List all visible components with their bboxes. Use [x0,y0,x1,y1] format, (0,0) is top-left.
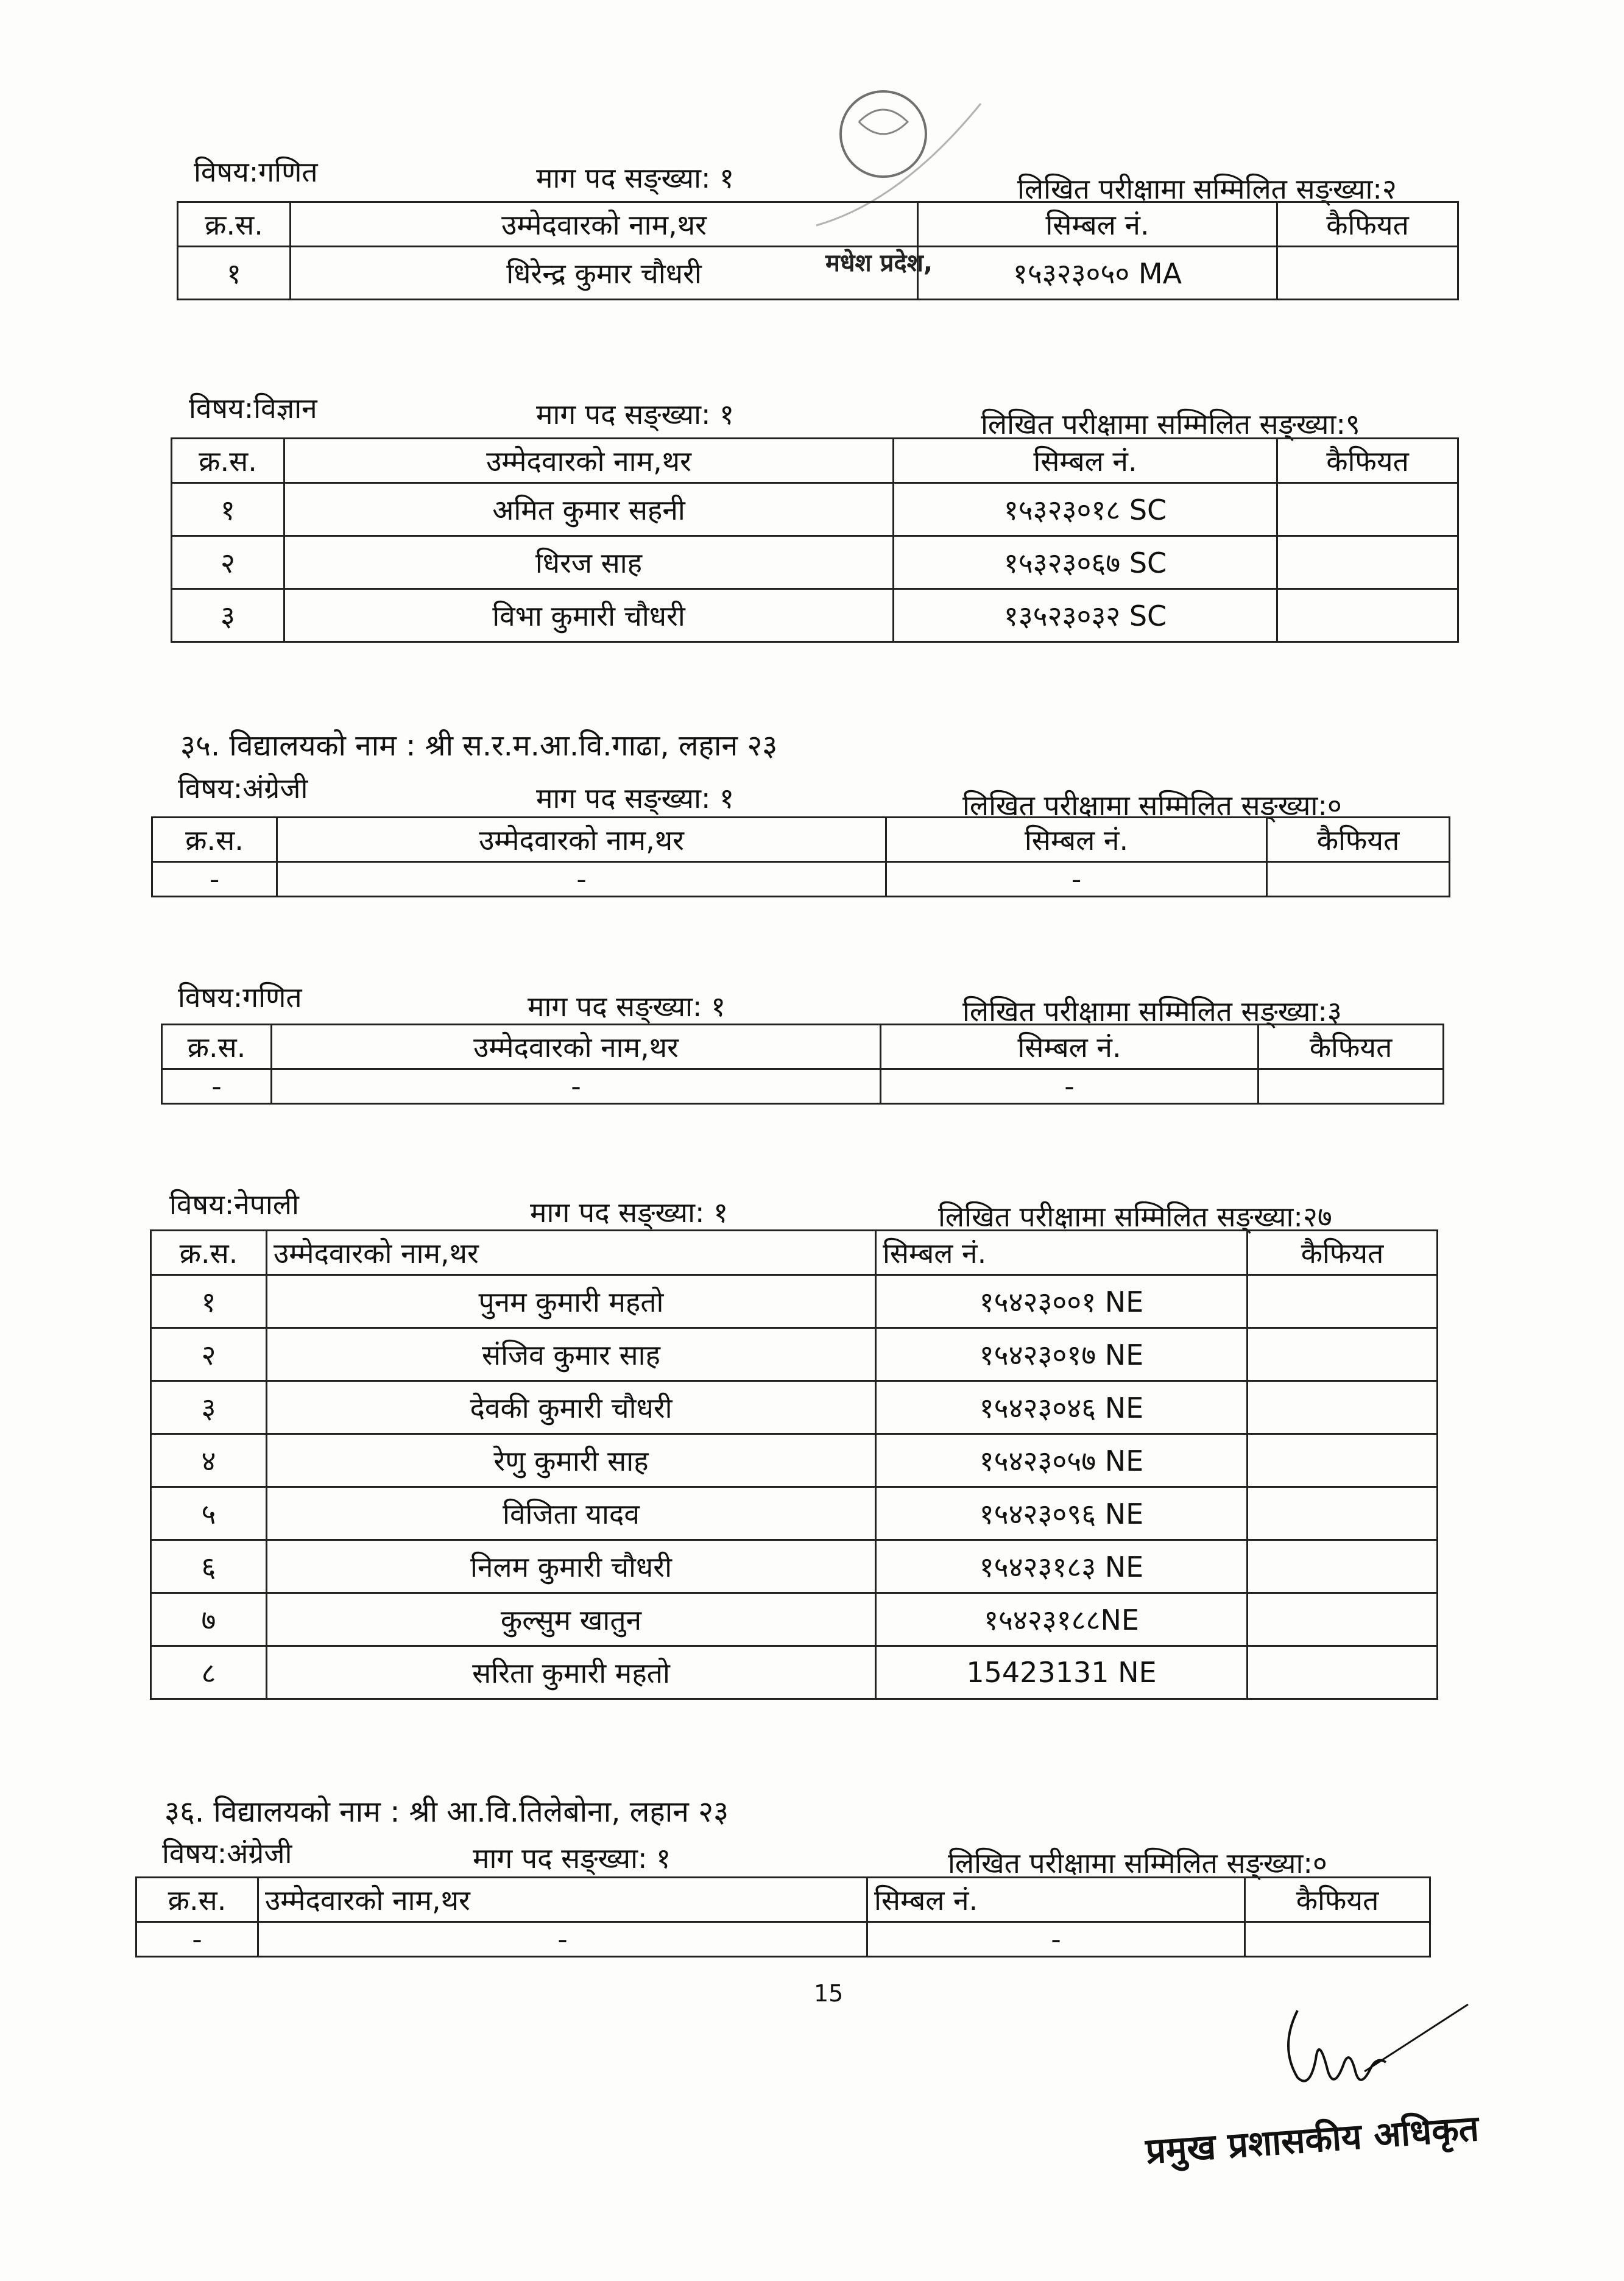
cell-sn: २ [172,536,284,589]
cell-remark [1277,247,1458,300]
cell-sn: १ [151,1275,267,1328]
table-row [151,1487,1438,1540]
table-row [151,1328,1438,1381]
cell-symbol: १५४२३०९६ NE [876,1487,1248,1540]
cell-symbol: १५४२३०४६ NE [876,1381,1248,1434]
cell-name: - [272,1069,881,1104]
demand-count: माग पद सङ्ख्या: १ [536,782,735,815]
cell-remark [1248,1646,1438,1699]
table-row [151,1540,1438,1593]
table-row [151,1275,1438,1328]
table-header-row [151,1231,1438,1275]
result-table [177,201,1459,300]
header-symbol: सिम्बल नं. [876,1231,1248,1275]
stamp-text-province: मधेश प्रदेश, [825,249,933,277]
cell-symbol: १५३२३०५० MA [918,247,1277,300]
table-row [162,1069,1444,1104]
header-symbol: सिम्बल नं. [867,1878,1245,1922]
table-header-row [152,818,1450,862]
cell-sn: - [136,1922,258,1957]
table-row [178,247,1458,300]
header-name: उम्मेदवारको नाम,थर [277,818,886,862]
cell-symbol: १५३२३०६७ SC [894,536,1277,589]
header-remark: कैफियत [1245,1878,1430,1922]
cell-remark [1277,589,1458,642]
subject-label: विषय:गणित [178,981,302,1014]
header-sn: क्र.स. [172,439,284,483]
cell-sn: ३ [172,589,284,642]
page-number: 15 [814,1980,844,2007]
cell-sn: ८ [151,1646,267,1699]
table-row [151,1381,1438,1434]
written-count: लिखित परीक्षामा सम्मिलित सङ्ख्या:३ [962,995,1342,1028]
table-header-row [178,202,1458,247]
cell-name: धिरज साह [284,536,894,589]
header-name: उम्मेदवारको नाम,थर [284,439,894,483]
table-header-row [172,439,1458,483]
cell-remark [1248,1487,1438,1540]
school-heading: ३५. विद्यालयको नाम : श्री स.र.म.आ.वि.गाढा, लहान २३ [180,729,778,763]
cell-remark [1248,1434,1438,1487]
subject-label: विषय:विज्ञान [189,392,317,425]
written-count: लिखित परीक्षामा सम्मिलित सङ्ख्या:२ [1017,172,1397,205]
cell-name: धिरेन्द्र कुमार चौधरी [291,247,918,300]
cell-name: रेणु कुमारी साह [267,1434,876,1487]
cell-remark [1277,483,1458,536]
cell-sn: १ [178,247,291,300]
header-symbol: सिम्बल नं. [881,1025,1259,1069]
table-row [172,483,1458,536]
cell-symbol: - [867,1922,1245,1957]
header-remark: कैफियत [1259,1025,1444,1069]
result-table [171,437,1459,643]
header-sn: क्र.स. [151,1231,267,1275]
table-row [172,536,1458,589]
cell-symbol: १५४२३०५७ NE [876,1434,1248,1487]
table-row [151,1593,1438,1646]
header-name: उम्मेदवारको नाम,थर [272,1025,881,1069]
written-count: लिखित परीक्षामा सम्मिलित सङ्ख्या:९ [981,408,1360,440]
cell-remark [1267,862,1450,897]
demand-count: माग पद सङ्ख्या: १ [473,1842,671,1875]
signature-title: प्रमुख प्रशासकीय अधिकृत [1144,2107,1480,2173]
demand-count: माग पद सङ्ख्या: १ [536,161,735,194]
cell-symbol: १५४२३१८८NE [876,1593,1248,1646]
cell-symbol: १५४२३१८३ NE [876,1540,1248,1593]
header-symbol: सिम्बल नं. [894,439,1277,483]
table-header-row [162,1025,1444,1069]
table-header-row [136,1878,1430,1922]
header-name: उम्मेदवारको नाम,थर [258,1878,867,1922]
cell-sn: १ [172,483,284,536]
header-remark: कैफियत [1277,439,1458,483]
cell-name: - [258,1922,867,1957]
result-table [150,1229,1438,1700]
demand-count: माग पद सङ्ख्या: १ [528,990,726,1023]
cell-remark [1259,1069,1444,1104]
cell-remark [1248,1275,1438,1328]
cell-symbol: 15423131 NE [876,1646,1248,1699]
written-count: लिखित परीक्षामा सम्मिलित सङ्ख्या:२७ [938,1200,1332,1233]
header-sn: क्र.स. [162,1025,272,1069]
header-symbol: सिम्बल नं. [918,202,1277,247]
subject-label: विषय:नेपाली [169,1188,299,1221]
header-remark: कैफियत [1248,1231,1438,1275]
cell-remark [1248,1328,1438,1381]
cell-name: पुनम कुमारी महतो [267,1275,876,1328]
cell-symbol: - [886,862,1267,897]
table-row [136,1922,1430,1957]
subject-label: विषय:अंग्रेजी [178,772,308,805]
header-remark: कैफियत [1267,818,1450,862]
cell-sn: - [152,862,277,897]
cell-symbol: १५३२३०१८ SC [894,483,1277,536]
header-symbol: सिम्बल नं. [886,818,1267,862]
header-name: उम्मेदवारको नाम,थर [291,202,918,247]
handwritten-signature [1273,1998,1474,2096]
cell-remark [1245,1922,1430,1957]
cell-name: - [277,862,886,897]
cell-name: देवकी कुमारी चौधरी [267,1381,876,1434]
header-sn: क्र.स. [136,1878,258,1922]
cell-symbol: १५४२३०१७ NE [876,1328,1248,1381]
cell-remark [1248,1593,1438,1646]
cell-remark [1277,536,1458,589]
subject-label: विषय:गणित [194,155,318,188]
cell-sn: ६ [151,1540,267,1593]
cell-symbol: - [881,1069,1259,1104]
cell-sn: ५ [151,1487,267,1540]
cell-name: निलम कुमारी चौधरी [267,1540,876,1593]
cell-sn: ७ [151,1593,267,1646]
cell-name: विजिता यादव [267,1487,876,1540]
cell-sn: ३ [151,1381,267,1434]
cell-symbol: १५४२३००१ NE [876,1275,1248,1328]
cell-sn: ४ [151,1434,267,1487]
table-row [172,589,1458,642]
header-remark: कैफियत [1277,202,1458,247]
cell-name: सरिता कुमारी महतो [267,1646,876,1699]
result-table [161,1024,1444,1105]
cell-sn: - [162,1069,272,1104]
demand-count: माग पद सङ्ख्या: १ [536,398,735,431]
result-table [135,1876,1431,1957]
written-count: लिखित परीक्षामा सम्मिलित सङ्ख्या:० [948,1847,1327,1880]
demand-count: माग पद सङ्ख्या: १ [530,1196,729,1229]
header-sn: क्र.स. [152,818,277,862]
subject-label: विषय:अंग्रेजी [162,1837,292,1870]
school-heading: ३६. विद्यालयको नाम : श्री आ.वि.तिलेबोना, लहान २३ [164,1795,729,1829]
cell-sn: २ [151,1328,267,1381]
header-sn: क्र.स. [178,202,291,247]
cell-name: अमित कुमार सहनी [284,483,894,536]
cell-symbol: १३५२३०३२ SC [894,589,1277,642]
table-row [151,1646,1438,1699]
cell-name: विभा कुमारी चौधरी [284,589,894,642]
result-table [151,816,1450,897]
header-name: उम्मेदवारको नाम,थर [267,1231,876,1275]
cell-name: कुल्सुम खातुन [267,1593,876,1646]
table-row [152,862,1450,897]
written-count: लिखित परीक्षामा सम्मिलित सङ्ख्या:० [962,789,1342,822]
table-row [151,1434,1438,1487]
cell-name: संजिव कुमार साह [267,1328,876,1381]
cell-remark [1248,1381,1438,1434]
cell-remark [1248,1540,1438,1593]
